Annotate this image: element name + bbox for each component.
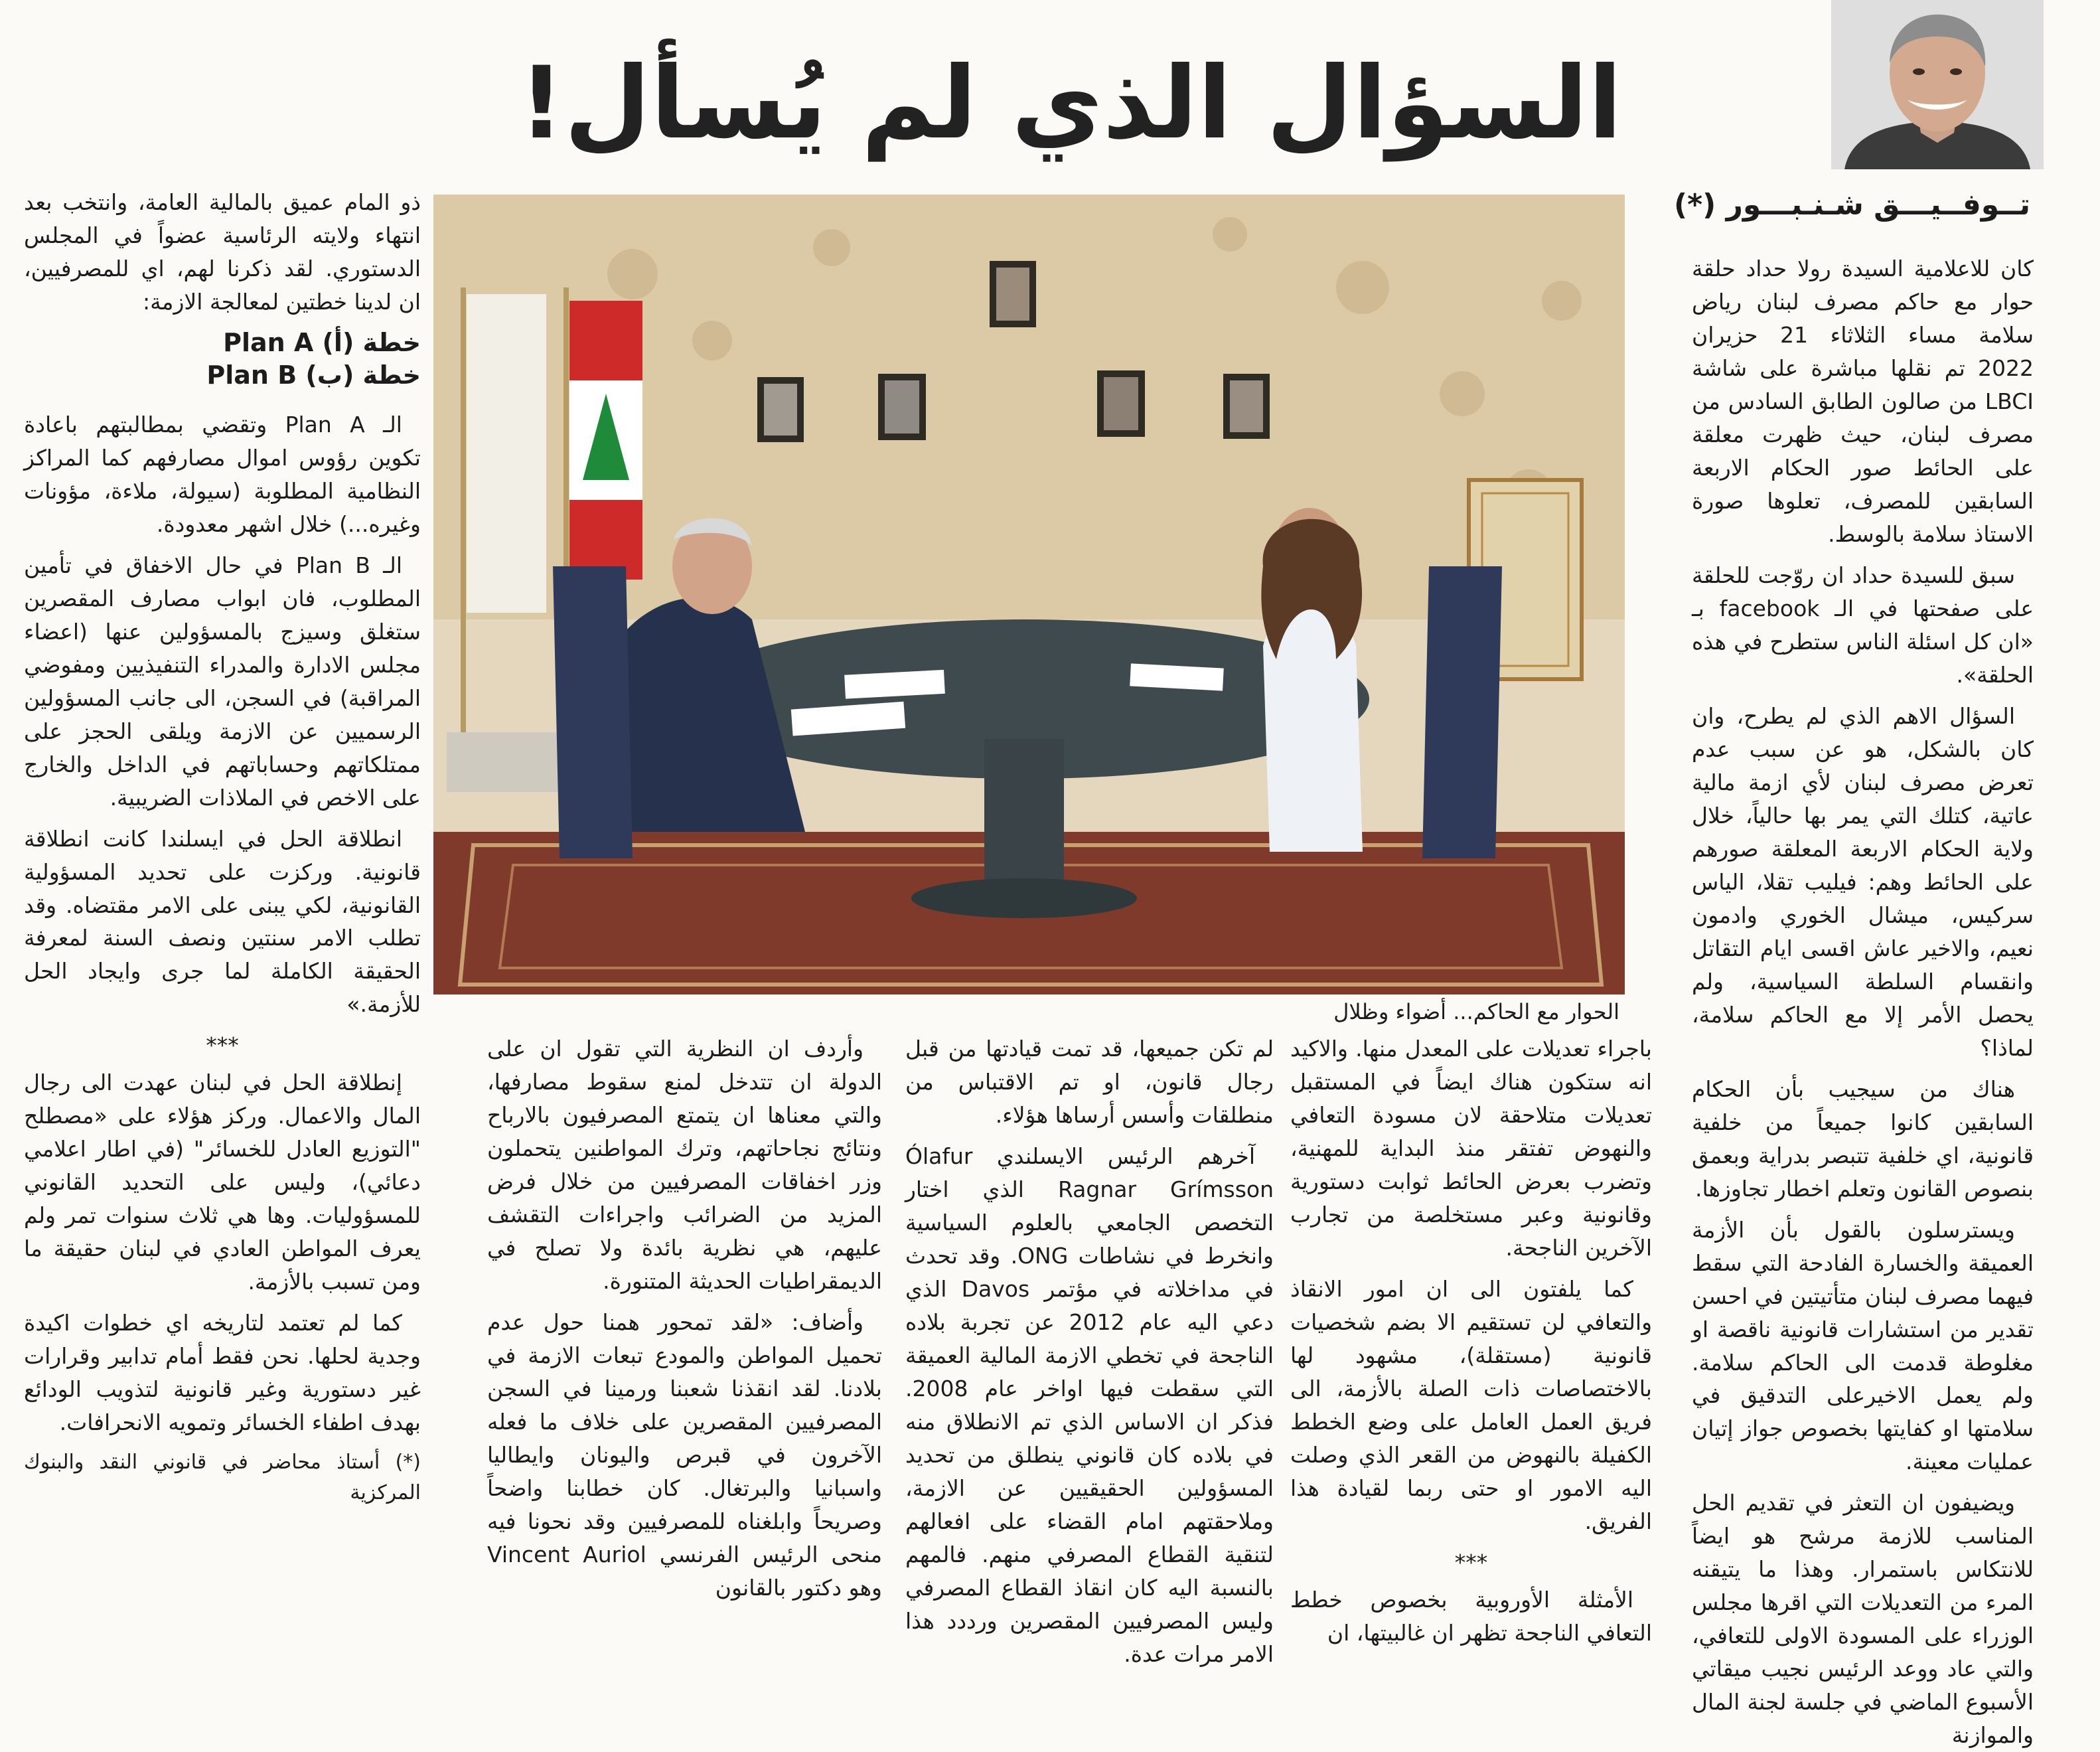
- article-column-4: [487, 1032, 882, 1673]
- section-separator: ***: [1454, 1549, 1488, 1575]
- paragraph: السؤال الاهم الذي لم يطرح، وان كان بالشكل، هو عن سبب عدم تعرض مصرف لبنان لأي ازمة مالية عاتية، كتلك التي يمر بها حالياً، خلال ولاية الحكام الاربعة المعلقة صورهم على الحائط وهم: فيليب تقلا، الياس سركيس، ميشال الخوري وادمون نعيم، والاخير عاش اقسى ايام التقاتل وانقسام السلطة السياسية، ولم يحصل الأمر إلا مع الحاكم سلامة، لماذا؟: [1692, 702, 2034, 1061]
- section-separator: ***: [206, 1032, 239, 1059]
- paragraph: كما يلفتون الى ان امور الانقاذ والتعافي لن تستقيم الا بضم شخصيات قانونية (مستقلة)، مشهود لها بالاختصاصات ذات الصلة بالأزمة، الى فريق العمل العامل على وضع الخطط الكفيلة بالنهوض من القعر الذي وصلت اليه الامور او حتى ربما لقيادة هذا الفريق.: [1290, 1275, 1652, 1534]
- paragraph: إنطلاقة الحل في لبنان عهدت الى رجال المال والاعمال. وركز هؤلاء على «مصطلح "التوزيع العادل للخسائر" (في اطار اعلامي دعائي)، وليس على التحديد القانوني للمسؤوليات. وها هي ثلاث سنوات تمر ولم يعرف المواطن العادي في لبنان حقيقة ما ومن تسبب بالأزمة.: [24, 1070, 421, 1295]
- interview-scene-image: [433, 195, 1625, 995]
- article-column-5: [24, 186, 421, 1673]
- article-column-1: [1692, 252, 2034, 1749]
- author-name: تــوفــيـــق شـنـبـــور (*): [1674, 188, 2030, 222]
- paragraph: وأضاف: «لقد تمحور همنا حول عدم تحميل المواطن والمودع تبعات الازمة في بلادنا. لقد انقذنا شعبنا ورمينا في السجن المصرفيين المقصرين على خلاف ما فعله الآخرون في قبرص واليونان وايطاليا واسبانيا والبرتغال. كان خطابنا واضحاً وصريحاً وابلغناه للمصرفيين وقد نحونا فيه منحى الرئيس الفرنسي Vincent Auriol وهو دكتور بالقانون: [487, 1309, 882, 1601]
- plan-a-heading: خطة (أ) Plan A: [223, 327, 421, 357]
- article-column-2: [1290, 1032, 1652, 1673]
- author-portrait: [1831, 0, 2044, 169]
- paragraph: ويسترسلون بالقول بأن الأزمة العميقة والخسارة الفادحة التي سقط فيهما مصرف لبنان متأتيتين في احسن تقدير من استشارات قانونية ناقصة او مغلوطة قدمت الى الحاكم سلامة. ولم يعمل الاخيرعلى التدقيق في سلامتها او كفايتها بخصوص جواز إتيان عمليات معينة.: [1692, 1216, 2034, 1475]
- author-footnote: (*) أستاذ محاضر في قانوني النقد والبنوك المركزية: [24, 1451, 421, 1504]
- article-column-3: [905, 1032, 1274, 1673]
- paragraph: ذو المام عميق بالمالية العامة، وانتخب بعد انتهاء ولايته الرئاسية عضواً في المجلس الدستوري. لقد ذكرنا لهم، اي للمصرفيين، ان لدينا خطتين لمعالجة الازمة:: [24, 189, 421, 315]
- paragraph: الـ Plan B في حال الاخفاق في تأمين المطلوب، فان ابواب مصارف المقصرين ستغلق وسيزج بالمسؤولين عنها (اعضاء مجلس الادارة والمدراء التنفيذيين ومفوضي المراقبة) في السجن، الى جانب المسؤولين الرسميين عن الازمة ويلقى الحجز على ممتلكاتهم وحساباتهم في الداخل والخارج على الاخص في الملاذات الضريبية.: [24, 552, 421, 811]
- paragraph: ويضيفون ان التعثر في تقديم الحل المناسب للازمة مرشح هو ايضاً للانتكاس باستمرار. وهذا ما يتيقنه المرء من التعديلات التي اقرها مجلس الوزراء على المسودة الاولى للتعافي، والتي عاد ووعد الرئيس نجيب ميقاتي الأسبوع الماضي في جلسة لجنة المال والموازنة: [1692, 1490, 2034, 1749]
- paragraph: انطلاقة الحل في ايسلندا كانت انطلاقة قانونية. وركزت على تحديد المسؤولية القانونية، لكي يبنى على الامر مقتضاه. وقد تطلب الامر سنتين ونصف السنة لمعرفة الحقيقة الكاملة لما جرى وايجاد الحل للأزمة.»: [24, 825, 421, 1018]
- article-title: السؤال الذي لم يُسأل!: [518, 46, 1622, 161]
- paragraph: باجراء تعديلات على المعدل منها. والاكيد انه ستكون هناك ايضاً في المستقبل تعديلات متلاحقة لان مسودة التعافي والنهوض تفتقر منذ البداية للمهنية، وتضرب بعرض الحائط ثوابت دستورية وقانونية وعبر مستخلصة من تجارب الآخرين الناجحة.: [1290, 1036, 1652, 1261]
- paragraph: كما لم تعتمد لتاريخه اي خطوات اكيدة وجدية لحلها. نحن فقط أمام تدابير وقرارات غير دستورية وغير قانونية لتذويب الودائع بهدف اطفاء الخسائر وتمويه الانحرافات.: [24, 1310, 421, 1436]
- paragraph: لم تكن جميعها، قد تمت قيادتها من قبل رجال قانون، او تم الاقتباس من منطلقات وأسس أرساها هؤلاء.: [905, 1036, 1274, 1128]
- paragraph: الأمثلة الأوروبية بخصوص خطط التعافي الناجحة تظهر ان غالبيتها، ان: [1290, 1586, 1652, 1646]
- paragraph: كان للاعلامية السيدة رولا حداد حلقة حوار مع حاكم مصرف لبنان رياض سلامة مساء الثلاثاء 21 حزيران 2022 تم نقلها مباشرة على شاشة LBCI من صالون الطابق السادس من مصرف لبنان، حيث ظهرت معلقة على الحائط صور الحكام الاربعة السابقين للمصرف، تعلوها صورة الاستاذ سلامة بالوسط.: [1692, 256, 2034, 547]
- paragraph: هناك من سيجيب بأن الحكام السابقين كانوا جميعاً من خلفية قانونية، اي خلفية تتبصر بدراية وبعمق بنصوص القانون وتعلم اخطار تجاوزها.: [1692, 1075, 2034, 1202]
- plans-list: [24, 327, 421, 392]
- paragraph: سبق للسيدة حداد ان روّجت للحلقة على صفحتها في الـ facebook بـ «ان كل اسئلة الناس ستطرح في هذه الحلقة».: [1692, 562, 2034, 688]
- paragraph: وأردف ان النظرية التي تقول ان على الدولة ان تتدخل لمنع سقوط مصارفها، والتي معناها ان يتمتع المصرفيون بالارباح ونتائج نجاحاتهم، وترك المواطنين يتحملون وزر اخفاقات المصرفيين من خلال فرض المزيد من الضرائب واجراءات التقشف عليهم، هي نظرية بائدة ولا تصلح في الديمقراطيات الحديثة المتنورة.: [487, 1036, 882, 1294]
- paragraph: الـ Plan A وتقضي بمطالبتهم باعادة تكوين رؤوس اموال مصارفهم كما المراكز النظامية المطلوبة (سيولة، ملاءة، مؤونات وغيره...) خلال اشهر معدودة.: [24, 411, 421, 537]
- author-portrait-image: [1831, 0, 2044, 169]
- photo-caption: الحوار مع الحاكم... أضواء وظلال: [1333, 999, 1619, 1024]
- paragraph: آخرهم الرئيس الايسلندي Ólafur Ragnar Grímsson الذي اختار التخصص الجامعي بالعلوم السياسية وانخرط في نشاطات ONG. وقد تحدث في مداخلاته في مؤتمر Davos الذي دعي اليه عام 2012 عن تجربة بلاده الناجحة في تخطي الازمة المالية العميقة التي سقطت فيها اواخر عام 2008. فذكر ان الاساس الذي تم الانطلاق منه في بلاده كان قانوني ينطلق من تحديد المسؤولين الحقيقيين عن الازمة، وملاحقتهم امام القضاء على افعالهم لتنقية القطاع المصرفي منهم. فالمهم بالنسبة اليه كان انقاذ القطاع المصرفي وليس المصرفيين المقصرين ورددد هذا الامر مرات عدة.: [905, 1143, 1274, 1667]
- plan-b-heading: خطة (ب) Plan B: [206, 360, 421, 390]
- article-photo: [433, 195, 1625, 995]
